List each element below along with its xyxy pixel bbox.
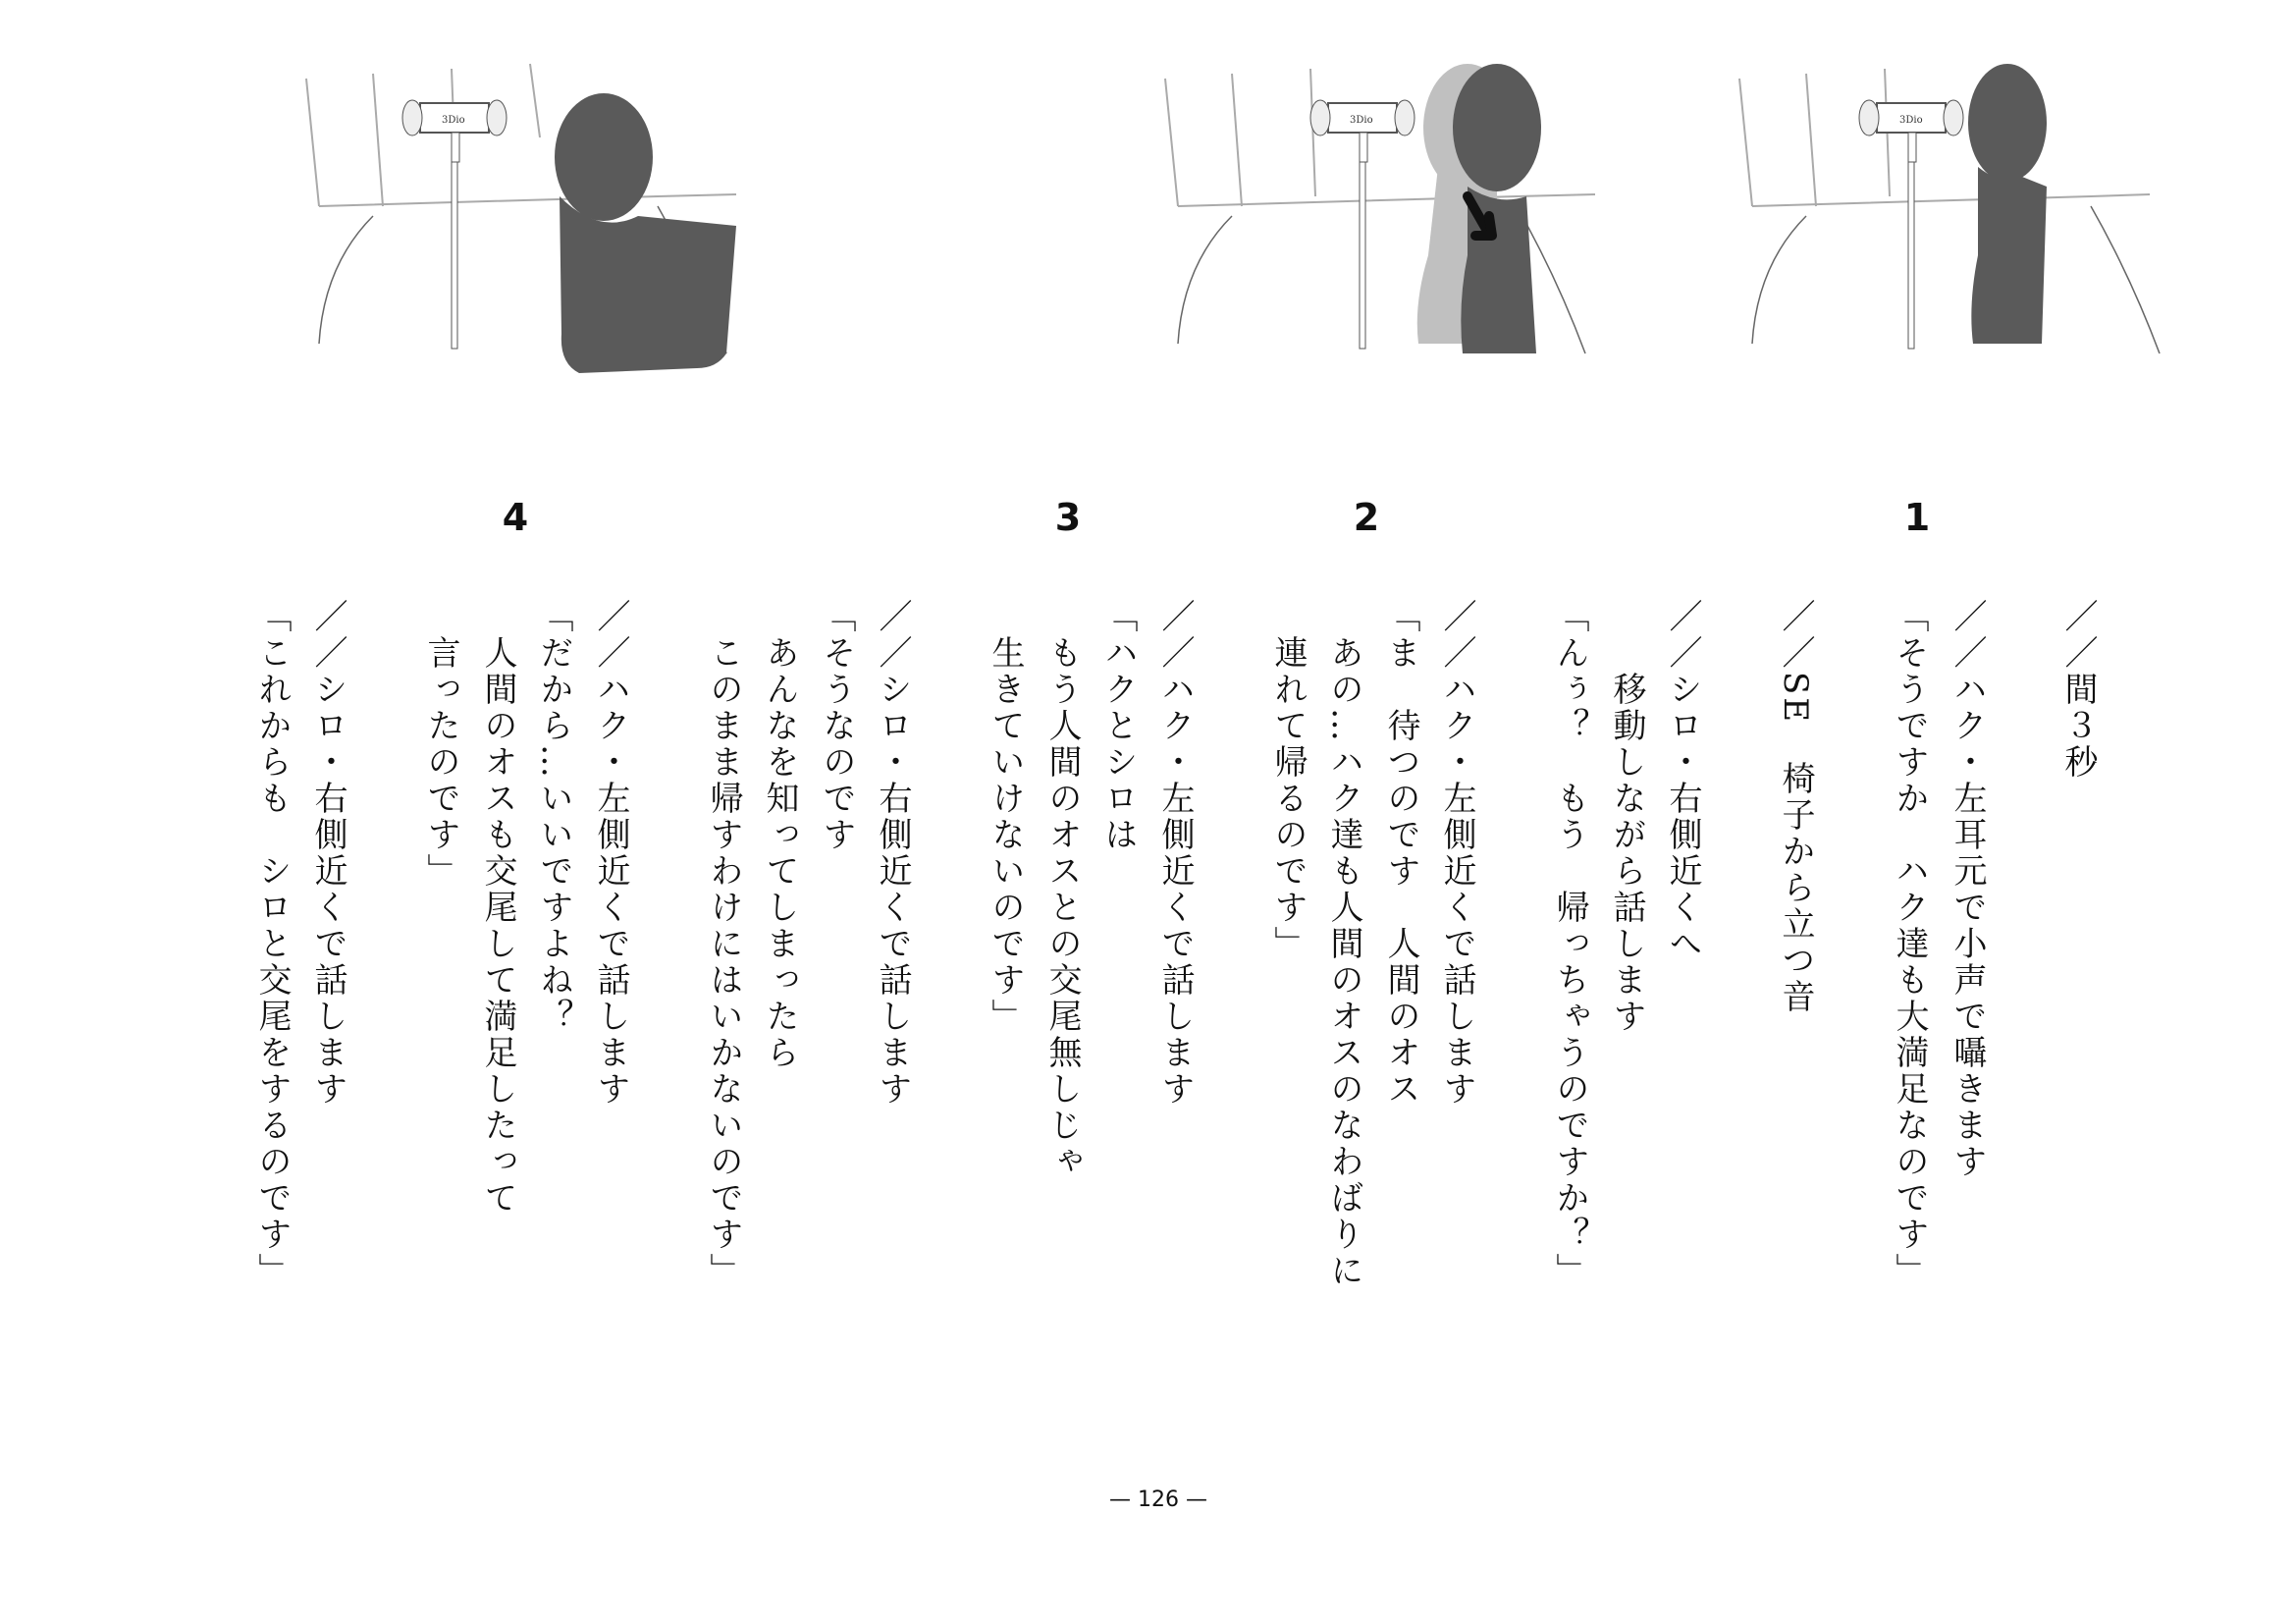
- panel-2-illustration: [1163, 59, 1595, 471]
- script-line: ／／間３秒: [2058, 599, 2098, 781]
- script-line: ／／ハク・左耳元で小声で囁きます: [1948, 599, 1987, 1180]
- device-label: 3Dio: [442, 115, 465, 126]
- script-line: 移動しながら話します: [1607, 599, 1646, 1035]
- panel-1-illustration: [1737, 59, 2169, 471]
- script-line: 言ったのです」: [421, 599, 460, 890]
- panel-number-2: 2: [1353, 496, 1380, 539]
- script-line: ／／ハク・左側近くで話します: [591, 599, 630, 1108]
- script-line: あの…ハク達も人間のオスのなわばりに: [1324, 599, 1363, 1289]
- script-line: 「そうなのです: [817, 599, 856, 853]
- script-line: 連れて帰るのです」: [1268, 599, 1308, 962]
- script-line: 「ハクとシロは: [1098, 599, 1138, 853]
- script-line: 生きていけないのです」: [986, 599, 1025, 1035]
- page-number: — 126 —: [1109, 1488, 1207, 1512]
- script-line: ／／SE 椅子から立つ音: [1776, 599, 1815, 1016]
- script-line: 「これからも シロと交尾をするのです」: [252, 599, 292, 1289]
- script-line: このまま帰すわけにはいかないのです」: [704, 599, 743, 1289]
- device-label: 3Dio: [1899, 115, 1923, 126]
- storyboard-panel-1: [1737, 59, 2169, 471]
- panel-4-illustration: [304, 59, 736, 471]
- script-line: 人間のオスも交尾して満足したって: [478, 599, 517, 1217]
- script-line: あんなを知ってしまったら: [760, 599, 799, 1071]
- script-line: ／／シロ・右側近くで話します: [873, 599, 912, 1108]
- device-label: 3Dio: [1350, 115, 1373, 126]
- storyboard-panel-4: [304, 59, 736, 471]
- script-line: 「んぅ？ もう 帰っちゃうのですか？」: [1550, 599, 1589, 1289]
- script-line: ／／ハク・左側近くで話します: [1437, 599, 1476, 1108]
- script-line: 「だから…いいですよね？: [534, 599, 573, 1035]
- panel-number-1: 1: [1903, 496, 1931, 539]
- script-line: ／／ハク・左側近くで話します: [1155, 599, 1195, 1108]
- panel-number-4: 4: [502, 496, 529, 539]
- panel-number-3: 3: [1054, 496, 1082, 539]
- storyboard-panel-2: [1163, 59, 1595, 471]
- script-line: 「ま 待つのです 人間のオス: [1381, 599, 1420, 1108]
- script-line: もう人間のオスとの交尾無しじゃ: [1042, 599, 1082, 1180]
- script-line: ／／シロ・右側近くで話します: [308, 599, 347, 1108]
- script-line: ／／シロ・右側近くへ: [1663, 599, 1702, 962]
- script-line: 「そうですか ハク達も大満足なのです」: [1890, 599, 1929, 1289]
